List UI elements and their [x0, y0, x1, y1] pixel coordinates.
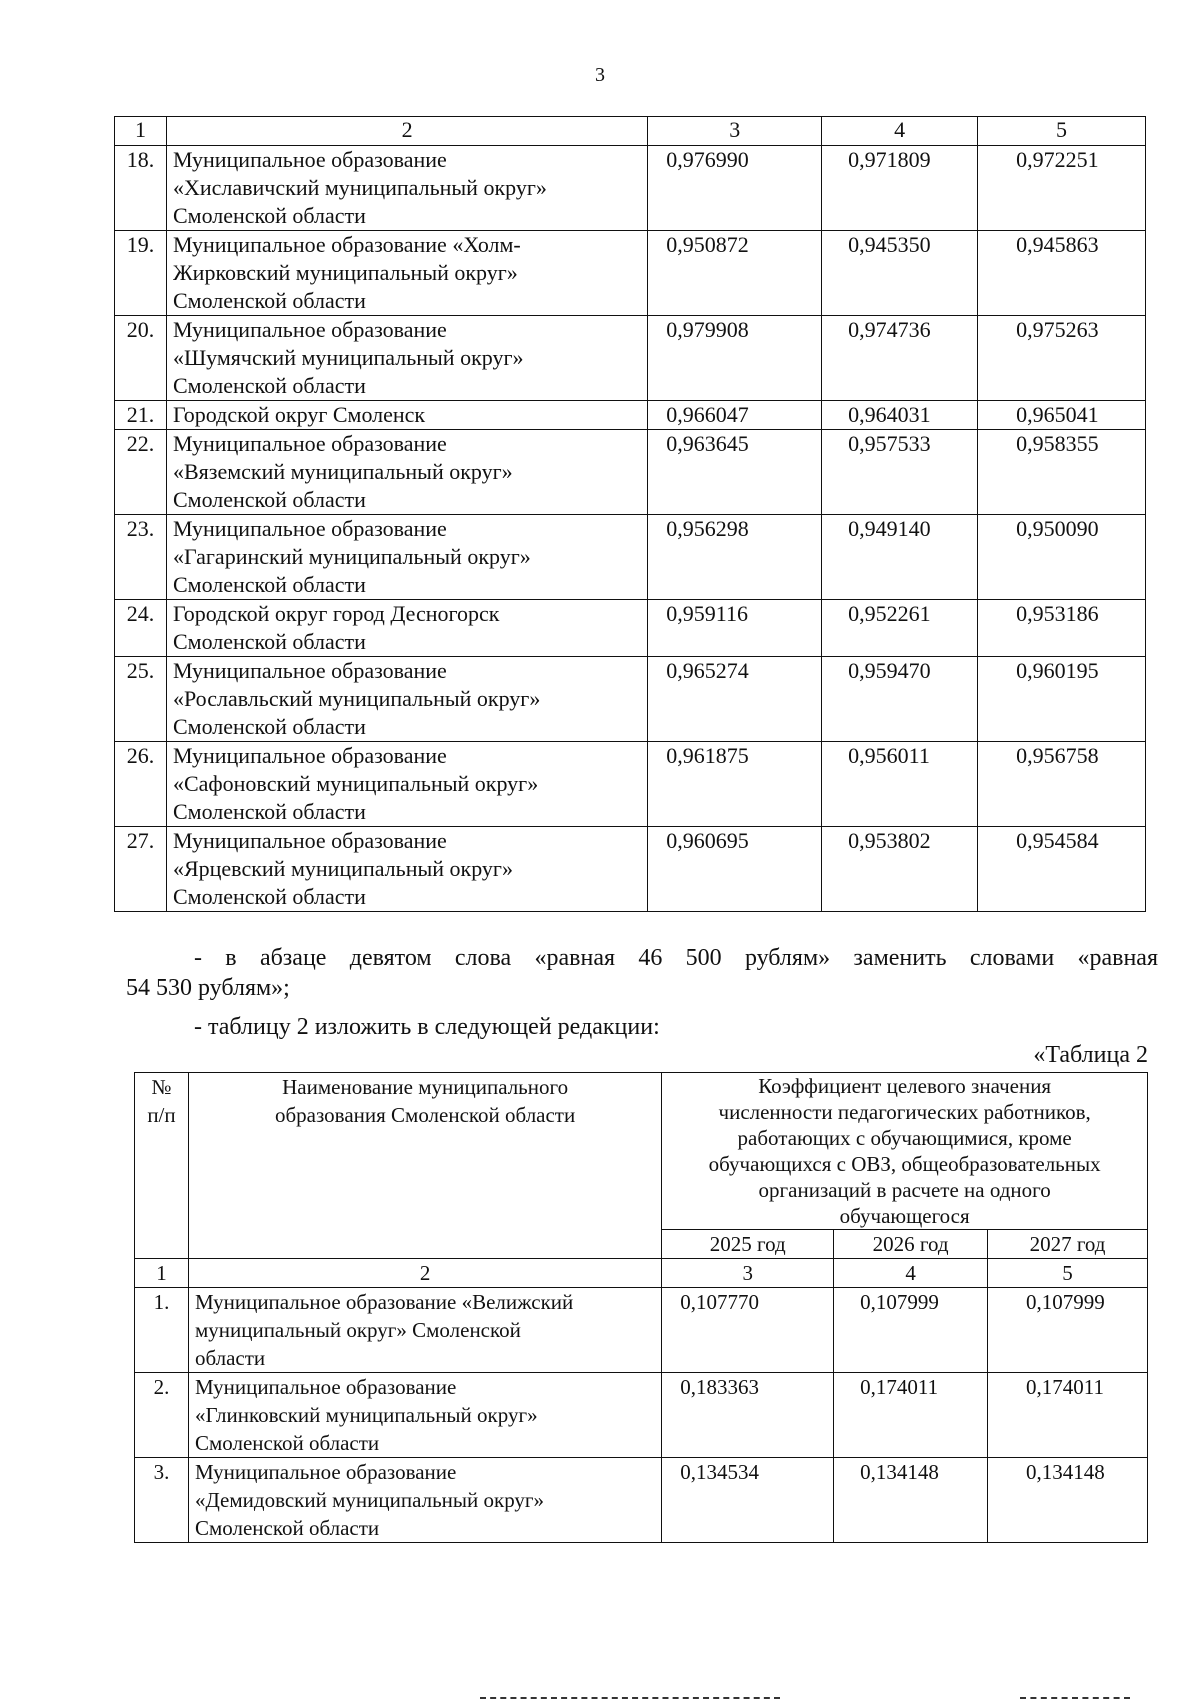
- table-row: [135, 1458, 1148, 1543]
- header-num-line: п/п: [147, 1103, 176, 1127]
- table-row: [115, 316, 1146, 401]
- name-line: Смоленской области: [194, 1516, 380, 1540]
- header-coef-line: Коэффициент целевого значения: [758, 1074, 1052, 1098]
- value-2026: 0,957533: [822, 430, 978, 515]
- bottom-scan-line: [1020, 1697, 1130, 1699]
- value-2027: 0,954584: [978, 827, 1146, 912]
- value-2025: 0,183363: [662, 1373, 834, 1458]
- value-2026: 0,945350: [822, 231, 978, 316]
- table-row: [115, 657, 1146, 742]
- value-2027: 0,958355: [978, 430, 1146, 515]
- name-line: Муниципальное образование: [172, 147, 447, 172]
- name-line: «Глинковский муниципальный округ»: [194, 1403, 538, 1427]
- row-number: 21.: [115, 401, 167, 430]
- value-2026: 0,134148: [834, 1458, 988, 1543]
- row-number: 19.: [115, 231, 167, 316]
- header-num-line: №: [151, 1075, 172, 1099]
- value-2026: 0,174011: [834, 1373, 988, 1458]
- municipality-name: [188, 1288, 661, 1373]
- name-line: Муниципальное образование «Холм-: [172, 232, 521, 257]
- name-line: Смоленской области: [172, 629, 366, 654]
- header-name-line: образования Смоленской области: [275, 1103, 576, 1127]
- name-line: Муниципальное образование: [172, 317, 447, 342]
- amendment-paragraph-2: - таблицу 2 изложить в следующей редакции:: [194, 1014, 660, 1040]
- municipality-name: [166, 657, 647, 742]
- name-line: Муниципальное образование: [172, 431, 447, 456]
- bottom-scan-line: [480, 1697, 780, 1699]
- municipality-name: [166, 231, 647, 316]
- value-2027: 0,975263: [978, 316, 1146, 401]
- value-2025: 0,956298: [648, 515, 822, 600]
- value-2026: 0,952261: [822, 600, 978, 657]
- value-2025: 0,965274: [648, 657, 822, 742]
- name-line: «Хиславичский муниципальный округ»: [172, 175, 547, 200]
- row-number: 23.: [115, 515, 167, 600]
- value-2027: 0,134148: [988, 1458, 1148, 1543]
- table2-body: [135, 1288, 1148, 1543]
- table1-col-5: 5: [978, 117, 1146, 146]
- value-2026: 0,959470: [822, 657, 978, 742]
- row-number: 18.: [115, 146, 167, 231]
- table2-header-name: [188, 1073, 661, 1259]
- row-number: 27.: [115, 827, 167, 912]
- table-row: [115, 231, 1146, 316]
- name-line: Городской округ город Десногорск: [172, 601, 500, 626]
- table1-header-row: [115, 117, 1146, 146]
- value-2026: 0,974736: [822, 316, 978, 401]
- value-2027: 0,960195: [978, 657, 1146, 742]
- table1-col-2: 2: [166, 117, 647, 146]
- name-line: Смоленской области: [172, 884, 366, 909]
- name-line: «Демидовский муниципальный округ»: [194, 1488, 545, 1512]
- municipality-name: [166, 430, 647, 515]
- table-row: [115, 430, 1146, 515]
- row-number: 2.: [135, 1373, 189, 1458]
- table-row: [115, 515, 1146, 600]
- name-line: Муниципальное образование: [172, 743, 447, 768]
- row-number: 24.: [115, 600, 167, 657]
- value-2026: 0,953802: [822, 827, 978, 912]
- name-line: Муниципальное образование: [172, 516, 447, 541]
- table-row: [115, 827, 1146, 912]
- table2-header-row: [135, 1073, 1148, 1230]
- header-coef-line: обучающихся с ОВЗ, общеобразовательных: [708, 1152, 1101, 1176]
- row-number: 22.: [115, 430, 167, 515]
- table2-col-2: 2: [188, 1259, 661, 1288]
- name-line: Городской округ Смоленск: [172, 402, 426, 427]
- value-2026: 0,964031: [822, 401, 978, 430]
- name-line: области: [194, 1346, 266, 1370]
- value-2025: 0,959116: [648, 600, 822, 657]
- name-line: Смоленской области: [172, 799, 366, 824]
- year-2025: 2025 год: [662, 1230, 834, 1259]
- name-line: «Вяземский муниципальный округ»: [172, 459, 513, 484]
- name-line: Смоленской области: [172, 487, 366, 512]
- value-2027: 0,950090: [978, 515, 1146, 600]
- value-2025: 0,976990: [648, 146, 822, 231]
- value-2026: 0,956011: [822, 742, 978, 827]
- municipality-name: [166, 742, 647, 827]
- value-2025: 0,979908: [648, 316, 822, 401]
- name-line: Муниципальное образование: [172, 828, 447, 853]
- value-2025: 0,134534: [662, 1458, 834, 1543]
- table2-header-coefficient: [662, 1073, 1148, 1230]
- header-name-line: Наименование муниципального: [282, 1075, 569, 1099]
- header-coef-line: численности педагогических работников,: [718, 1100, 1091, 1124]
- row-number: 3.: [135, 1458, 189, 1543]
- table2-col-4: 4: [834, 1259, 988, 1288]
- municipality-name: [166, 600, 647, 657]
- amendment-paragraph-1-continued: 54 530 рублям»;: [126, 975, 290, 1001]
- municipality-name: [166, 827, 647, 912]
- table-row: [115, 401, 1146, 430]
- value-2027: 0,956758: [978, 742, 1146, 827]
- year-2026: 2026 год: [834, 1230, 988, 1259]
- name-line: «Ярцевский муниципальный округ»: [172, 856, 513, 881]
- value-2027: 0,107999: [988, 1288, 1148, 1373]
- name-line: «Сафоновский муниципальный округ»: [172, 771, 539, 796]
- name-line: Смоленской области: [172, 373, 366, 398]
- row-number: 20.: [115, 316, 167, 401]
- name-line: «Шумячский муниципальный округ»: [172, 345, 524, 370]
- value-2025: 0,960695: [648, 827, 822, 912]
- row-number: 25.: [115, 657, 167, 742]
- table2-col-5: 5: [988, 1259, 1148, 1288]
- page-number: 3: [595, 64, 605, 86]
- value-2025: 0,107770: [662, 1288, 834, 1373]
- table2-col-3: 3: [662, 1259, 834, 1288]
- table2-header-num: [135, 1073, 189, 1259]
- table-1: [114, 116, 1146, 912]
- municipality-name: [188, 1373, 661, 1458]
- name-line: «Гагаринский муниципальный округ»: [172, 544, 531, 569]
- amendment-paragraph-1: - в абзаце девятом слова «равная 46 500 рублям» заменить словами «равная: [194, 945, 1158, 971]
- year-2027: 2027 год: [988, 1230, 1148, 1259]
- table1-col-3: 3: [648, 117, 822, 146]
- table-row: [135, 1373, 1148, 1458]
- name-line: Муниципальное образование: [194, 1375, 457, 1399]
- name-line: муниципальный округ» Смоленской: [194, 1318, 521, 1342]
- header-coef-line: организаций в расчете на одного: [758, 1178, 1051, 1202]
- value-2027: 0,945863: [978, 231, 1146, 316]
- table-row: [115, 600, 1146, 657]
- municipality-name: [188, 1458, 661, 1543]
- name-line: Жирковский муниципальный округ»: [172, 260, 518, 285]
- value-2026: 0,949140: [822, 515, 978, 600]
- municipality-name: [166, 401, 647, 430]
- value-2027: 0,965041: [978, 401, 1146, 430]
- name-line: Смоленской области: [172, 288, 366, 313]
- name-line: Муниципальное образование «Велижский: [194, 1290, 574, 1314]
- table-row: [115, 146, 1146, 231]
- name-line: Смоленской области: [194, 1431, 380, 1455]
- row-number: 1.: [135, 1288, 189, 1373]
- value-2027: 0,174011: [988, 1373, 1148, 1458]
- header-coef-line: работающих с обучающимися, кроме: [737, 1126, 1072, 1150]
- name-line: Смоленской области: [172, 714, 366, 739]
- value-2027: 0,953186: [978, 600, 1146, 657]
- table1-col-4: 4: [822, 117, 978, 146]
- name-line: Смоленской области: [172, 203, 366, 228]
- value-2025: 0,961875: [648, 742, 822, 827]
- value-2027: 0,972251: [978, 146, 1146, 231]
- table2-colnum-row: [135, 1259, 1148, 1288]
- table1-body: [115, 146, 1146, 912]
- name-line: «Рославльский муниципальный округ»: [172, 686, 541, 711]
- name-line: Муниципальное образование: [194, 1460, 457, 1484]
- value-2026: 0,971809: [822, 146, 978, 231]
- value-2025: 0,966047: [648, 401, 822, 430]
- table-row: [135, 1288, 1148, 1373]
- value-2025: 0,963645: [648, 430, 822, 515]
- header-coef-line: обучающегося: [839, 1204, 970, 1228]
- table-row: [115, 742, 1146, 827]
- municipality-name: [166, 316, 647, 401]
- table2-col-1: 1: [135, 1259, 189, 1288]
- table2-title: «Таблица 2: [1033, 1042, 1148, 1068]
- value-2025: 0,950872: [648, 231, 822, 316]
- table-2: [134, 1072, 1148, 1543]
- name-line: Смоленской области: [172, 572, 366, 597]
- name-line: Муниципальное образование: [172, 658, 447, 683]
- municipality-name: [166, 146, 647, 231]
- row-number: 26.: [115, 742, 167, 827]
- municipality-name: [166, 515, 647, 600]
- value-2026: 0,107999: [834, 1288, 988, 1373]
- table1-col-1: 1: [115, 117, 167, 146]
